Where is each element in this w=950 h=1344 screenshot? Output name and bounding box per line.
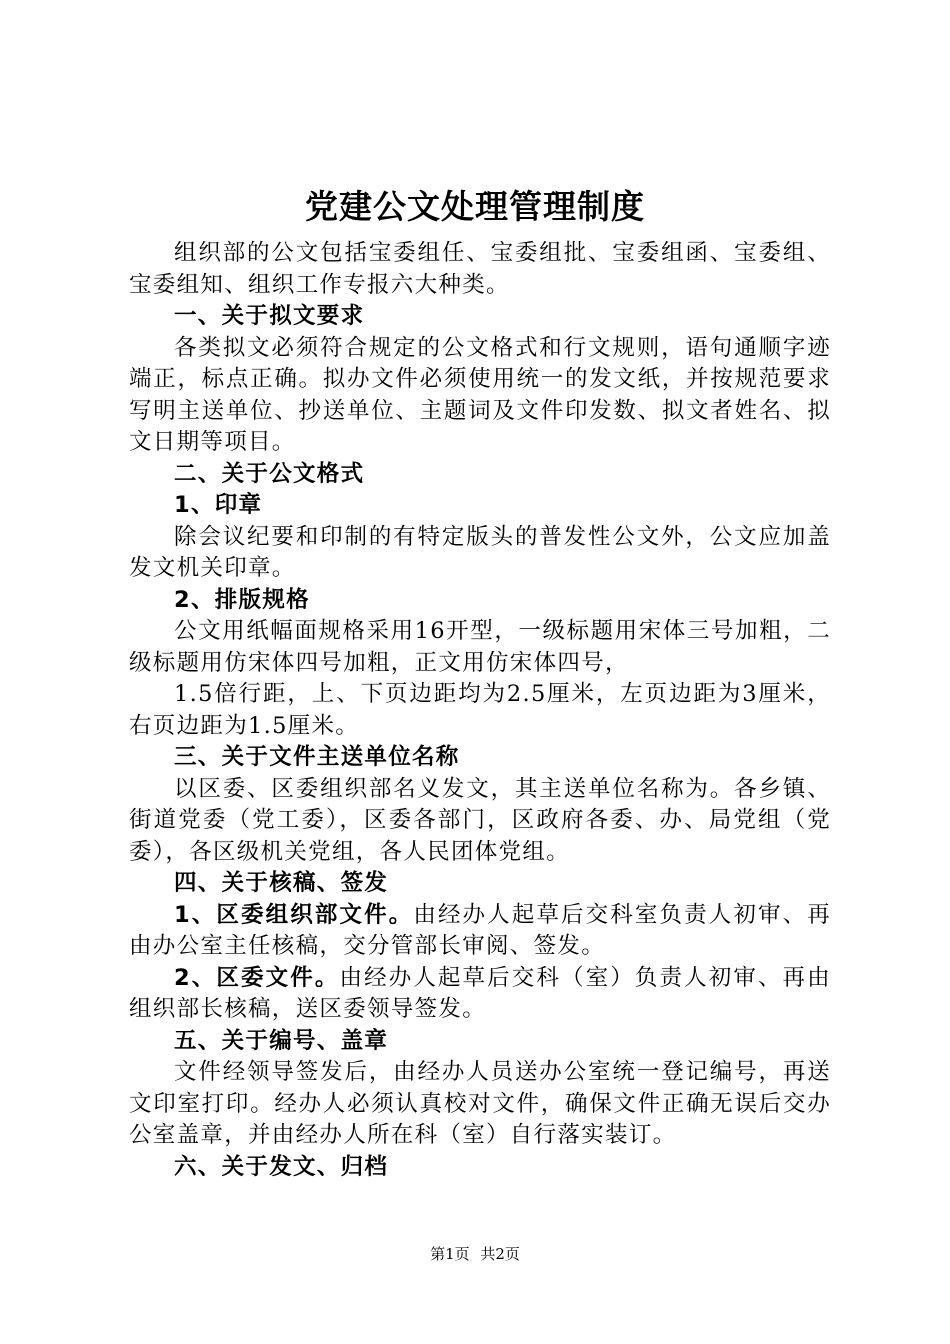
document-body <box>129 238 831 1183</box>
section-heading-review: 四、关于核稿、签发 <box>174 870 389 896</box>
subheading-layout: 2、排版规格 <box>174 586 310 613</box>
section-heading-drafting: 一、关于拟文要求 <box>174 303 365 329</box>
section-heading-recipients: 三、关于文件主送单位名称 <box>174 744 460 770</box>
page-total: 共2页 <box>480 1245 520 1263</box>
intro-paragraph: 组织部的公文包括宝委组任、宝委组批、宝委组函、宝委组、宝委组知、组织工作专报六大种类。 <box>129 240 831 298</box>
review-paragraph-1-text: 由经办人起草后交科室负责人初审、再由办公室主任核稿，交分管部长审阅、签发。 <box>129 901 831 959</box>
review-paragraph-1-lead: 1、区委组织部文件。 <box>174 901 414 928</box>
review-paragraph-1 <box>129 900 831 963</box>
document-title: 党建公文处理管理制度 <box>305 187 645 226</box>
section-heading-archiving: 六、关于发文、归档 <box>174 1153 389 1180</box>
layout-paragraph-2: 1.5倍行距，上、下页边距均为2.5厘米，左页边距为3厘米，右页边距为1.5厘米。 <box>129 681 831 739</box>
page-number: 第1页 <box>430 1245 470 1263</box>
subheading-seal: 1、印章 <box>174 492 263 518</box>
recipients-paragraph: 以区委、区委组织部名义发文，其主送单位名称为。各乡镇、街道党委（党工委），区委各部门，区政府各委、办、局党组（党委），各区级机关党组，各人民团体党组。 <box>129 775 831 865</box>
review-paragraph-2 <box>129 963 831 1026</box>
numbering-paragraph: 文件经领导签发后，由经办人员送办公室统一登记编号，再送文印室打印。经办人必须认真校对文件，确保文件正确无误后交办公室盖章，并由经办人所在科（室）自行落实装订。 <box>129 1059 831 1148</box>
section-heading-numbering: 五、关于编号、盖章 <box>174 1027 389 1054</box>
section-heading-format: 二、关于公文格式 <box>174 460 365 487</box>
review-paragraph-2-text: 由经办人起草后交科（室）负责人初审、再由组织部长核稿，送区委领导签发。 <box>129 964 831 1022</box>
drafting-paragraph: 各类拟文必须符合规定的公文格式和行文规则，语句通顺字迹端正，标点正确。拟办文件必须使用统一的发文纸，并按规范要求写明主送单位、抄送单位、主题词及文件印发数、拟文者姓名、拟文日期等项目。 <box>129 334 831 455</box>
page-footer <box>0 1244 950 1264</box>
review-paragraph-2-lead: 2、区委文件。 <box>174 964 340 991</box>
layout-paragraph-1: 公文用纸幅面规格采用16开型，一级标题用宋体三号加粗，二级标题用仿宋体四号加粗，正文用仿宋体四号， <box>129 618 831 676</box>
seal-paragraph: 除会议纪要和印制的有特定版头的普发性公文外，公文应加盖发文机关印章。 <box>129 523 831 581</box>
